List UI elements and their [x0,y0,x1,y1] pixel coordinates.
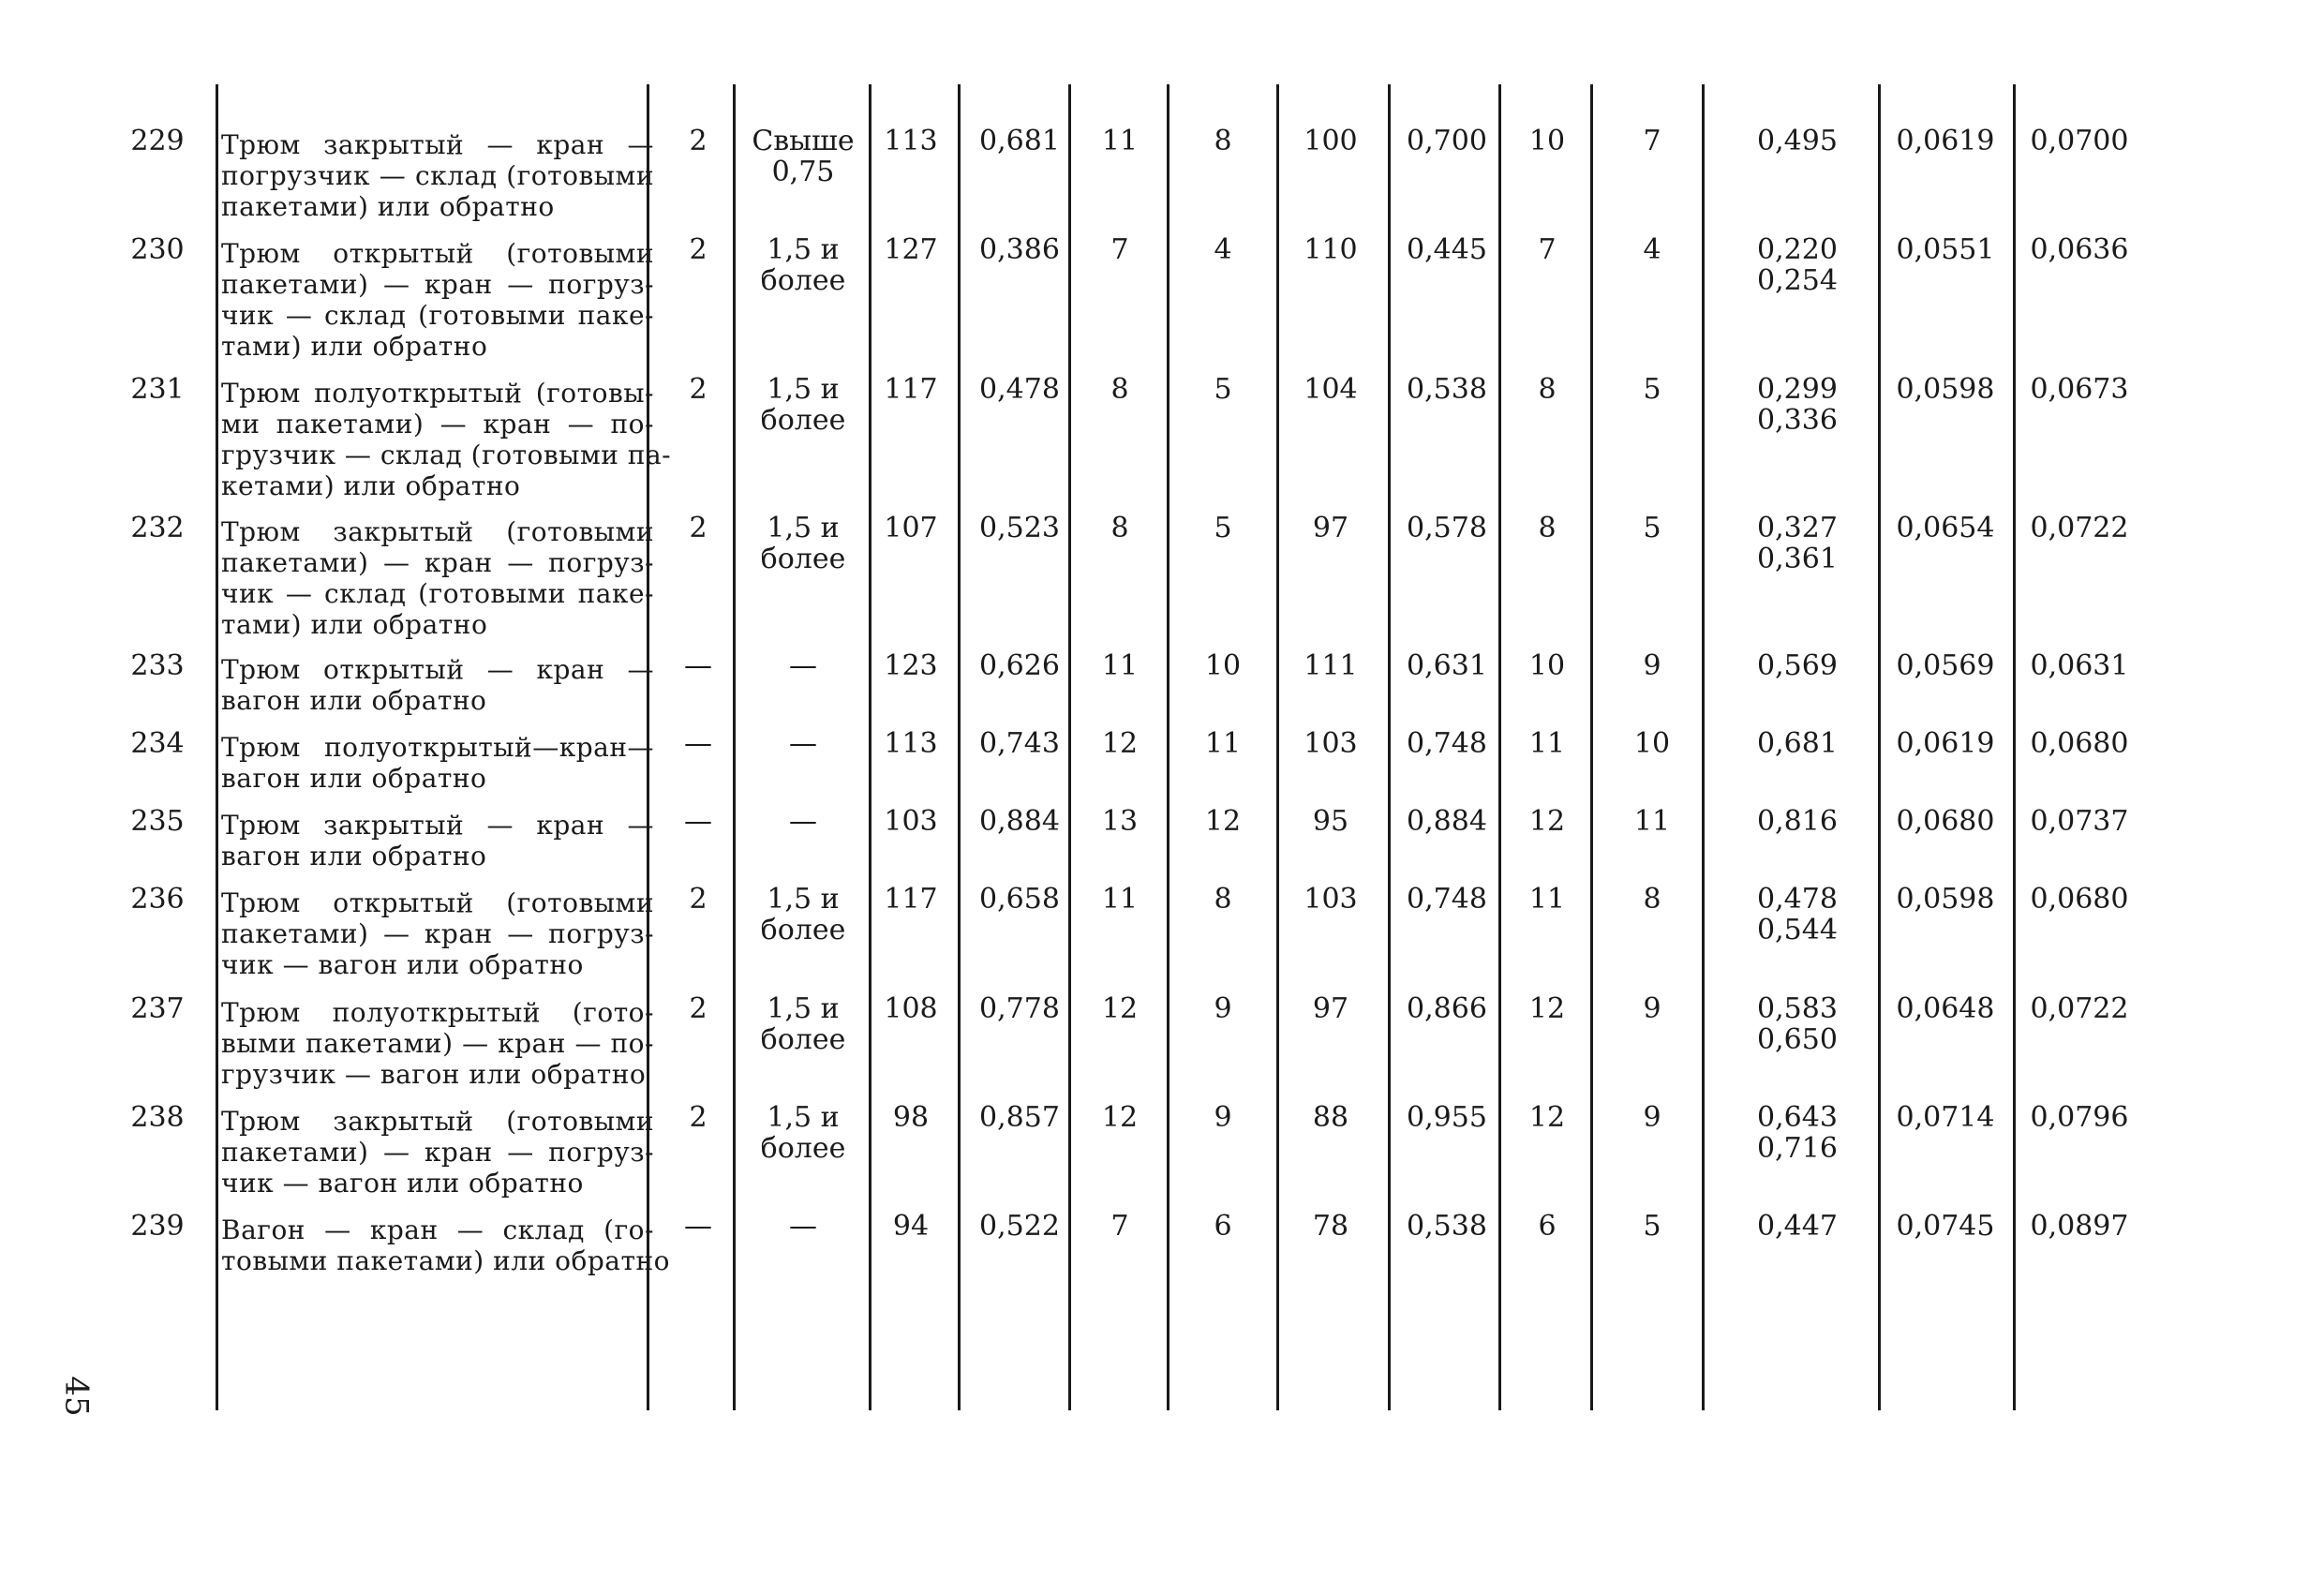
page-number: 45 [57,1376,96,1417]
value-cell-c12: 0,0654 [1896,512,1995,544]
value-line: 1,5 и [767,373,840,406]
value-cell-c5: 11 [1101,649,1139,682]
value-cell-c13: 0,0722 [2030,992,2129,1025]
value-cell-c3: 98 [892,1101,930,1134]
value-cell-c1: — [684,727,712,760]
value-cell-c6: 9 [1214,992,1232,1025]
value-line: 0,327 [1757,512,1838,544]
value-cell-c11 [1718,806,1877,837]
value-cell-c4: 0,778 [979,992,1060,1025]
value-cell-c3: 127 [884,233,938,266]
operation-description [221,238,654,362]
value-line: 1,5 и [767,1101,840,1134]
value-cell-c13: 0,0796 [2030,1101,2129,1134]
operation-description [221,654,654,716]
value-line: 0,650 [1757,1023,1838,1056]
value-cell-c8: 0,884 [1407,805,1487,838]
description-line: грузчик — вагон или обратно [221,1059,647,1090]
value-cell-c13: 0,0737 [2030,805,2129,838]
value-cell-c3: 107 [884,512,938,544]
column-rule [216,84,218,1410]
value-cell-c8: 0,748 [1407,727,1487,760]
value-cell-c10: 5 [1643,373,1661,406]
value-cell-c7: 78 [1312,1210,1349,1243]
value-line: 0,544 [1757,914,1838,946]
value-line: — [789,805,817,838]
value-cell-c6: 9 [1214,1101,1232,1134]
description-line: грузчик — склад (готовыми па- [221,439,672,470]
value-cell-c8: 0,631 [1407,649,1487,682]
column-rule [1167,84,1169,1410]
value-cell-c2 [742,374,864,436]
value-cell-c10: 10 [1633,727,1671,760]
value-cell-c5: 12 [1101,992,1139,1025]
operation-description [221,1106,654,1199]
value-cell-c11 [1718,728,1877,759]
value-cell-c1: 2 [689,883,708,916]
value-cell-c1: — [684,1210,712,1243]
row-number: 236 [130,883,185,916]
value-cell-c6: 6 [1214,1210,1232,1243]
value-line: более [760,543,846,575]
value-cell-c12: 0,0714 [1896,1101,1995,1134]
description-line: ми пакетами) — кран — по- [221,409,654,439]
value-cell-c12: 0,0551 [1896,233,1995,266]
value-cell-c9: 12 [1528,1101,1566,1134]
column-rule [958,84,961,1410]
description-line: Трюм полуоткрытый (гото- [221,997,654,1028]
description-line: Трюм закрытый (готовыми [221,1106,654,1137]
value-cell-c4: 0,681 [979,125,1060,157]
value-line: более [760,1023,846,1056]
description-line: товыми пакетами) или обратно [221,1245,670,1276]
description-line: погрузчик — склад (готовыми [221,160,654,191]
value-cell-c4: 0,743 [979,727,1060,760]
value-line: более [760,914,846,946]
value-line: — [789,1210,817,1243]
value-cell-c2 [742,993,864,1055]
value-cell-c4: 0,522 [979,1210,1060,1243]
value-cell-c3: 94 [892,1210,930,1243]
value-cell-c6: 12 [1204,805,1242,838]
value-cell-c6: 11 [1204,727,1242,760]
value-cell-c1: 2 [689,125,708,157]
value-cell-c9: 10 [1528,125,1566,157]
value-cell-c2 [742,806,864,837]
value-cell-c11 [1718,234,1877,296]
value-cell-c5: 11 [1101,883,1139,916]
value-cell-c13: 0,0680 [2030,727,2129,760]
row-number: 235 [130,805,185,838]
value-cell-c7: 110 [1304,233,1358,266]
value-cell-c4: 0,658 [979,883,1060,916]
operation-description [221,129,654,222]
description-line: кетами) или обратно [221,470,521,501]
value-cell-c9: 8 [1538,512,1557,544]
value-cell-c8: 0,538 [1407,1210,1487,1243]
operation-description [221,378,672,501]
value-cell-c2 [742,513,864,574]
value-cell-c5: 11 [1101,125,1139,157]
value-cell-c3: 108 [884,992,938,1025]
value-cell-c5: 12 [1101,1101,1139,1134]
description-line: чик — склад (готовыми паке- [221,300,654,331]
value-cell-c13: 0,0636 [2030,233,2129,266]
value-cell-c6: 8 [1214,883,1232,916]
value-cell-c13: 0,0673 [2030,373,2129,406]
description-line: чик — вагон или обратно [221,1168,584,1199]
description-line: Трюм закрытый — кран — [221,810,654,841]
value-line: 0,583 [1757,992,1838,1025]
description-line: чик — вагон или обратно [221,949,584,980]
value-cell-c9: 6 [1538,1210,1557,1243]
value-cell-c7: 97 [1312,992,1349,1025]
value-line: 0,336 [1757,404,1838,437]
description-line: пакетами) или обратно [221,191,555,222]
value-cell-c7: 97 [1312,512,1349,544]
value-cell-c10: 11 [1633,805,1671,838]
row-number: 233 [130,649,185,682]
value-cell-c12: 0,0745 [1896,1210,1995,1243]
operation-description [221,997,654,1090]
value-cell-c11 [1718,1211,1877,1242]
value-cell-c12: 0,0619 [1896,727,1995,760]
value-line: 0,643 [1757,1101,1838,1134]
value-cell-c11 [1718,884,1877,946]
value-cell-c9: 8 [1538,373,1557,406]
value-cell-c13: 0,0680 [2030,883,2129,916]
value-cell-c1: 2 [689,233,708,266]
column-rule [1590,84,1593,1410]
value-cell-c10: 9 [1643,1101,1661,1134]
value-cell-c6: 4 [1214,233,1232,266]
value-cell-c13: 0,0700 [2030,125,2129,157]
description-line: Трюм полуоткрытый—кран— [221,732,654,763]
value-cell-c3: 113 [884,727,938,760]
description-line: тами) или обратно [221,331,488,362]
value-cell-c8: 0,538 [1407,373,1487,406]
description-line: вагон или обратно [221,763,487,794]
value-cell-c10: 8 [1643,883,1661,916]
value-cell-c3: 117 [884,373,938,406]
value-cell-c9: 12 [1528,992,1566,1025]
value-cell-c10: 7 [1643,125,1661,157]
row-number: 230 [130,233,185,266]
value-cell-c13: 0,0631 [2030,649,2129,682]
value-cell-c4: 0,386 [979,233,1060,266]
value-cell-c9: 7 [1538,233,1557,266]
value-cell-c7: 111 [1304,649,1358,682]
value-cell-c10: 4 [1643,233,1661,266]
value-cell-c3: 117 [884,883,938,916]
value-cell-c5: 13 [1101,805,1139,838]
operation-description [221,810,654,871]
value-line: 1,5 и [767,233,840,266]
value-cell-c4: 0,523 [979,512,1060,544]
value-cell-c7: 95 [1312,805,1349,838]
value-cell-c12: 0,0648 [1896,992,1995,1025]
value-cell-c5: 7 [1110,1210,1129,1243]
description-line: пакетами) — кран — погруз- [221,269,654,300]
value-cell-c12: 0,0680 [1896,805,1995,838]
value-cell-c7: 104 [1304,373,1358,406]
value-cell-c2 [742,234,864,296]
value-cell-c3: 113 [884,125,938,157]
value-line: Свыше [752,125,855,157]
value-cell-c5: 8 [1110,512,1129,544]
value-line: 0,495 [1757,125,1838,157]
value-cell-c11 [1718,993,1877,1055]
value-cell-c6: 10 [1204,649,1242,682]
description-line: пакетами) — кран — погруз- [221,547,654,578]
value-line: 0,361 [1757,543,1838,575]
value-cell-c1: 2 [689,512,708,544]
value-cell-c8: 0,445 [1407,233,1487,266]
operation-description [221,732,654,794]
row-number: 234 [130,727,185,760]
value-cell-c12: 0,0569 [1896,649,1995,682]
value-line: 0,220 [1757,233,1838,266]
value-cell-c13: 0,0897 [2030,1210,2129,1243]
value-line: 1,5 и [767,512,840,544]
value-cell-c4: 0,857 [979,1101,1060,1134]
value-cell-c11 [1718,126,1877,156]
description-line: Трюм закрытый (готовыми [221,516,654,547]
operation-description [221,887,654,980]
value-line: 0,447 [1757,1210,1838,1243]
value-cell-c7: 103 [1304,883,1358,916]
value-cell-c12: 0,0619 [1896,125,1995,157]
value-cell-c12: 0,0598 [1896,883,1995,916]
value-cell-c1: — [684,649,712,682]
value-cell-c9: 11 [1528,727,1566,760]
value-line: 0,569 [1757,649,1838,682]
description-line: Вагон — кран — склад (го- [221,1214,654,1245]
value-line: более [760,264,846,297]
value-cell-c10: 5 [1643,512,1661,544]
description-line: Трюм полуоткрытый (готовы- [221,378,654,409]
value-cell-c1: 2 [689,992,708,1025]
operation-description [221,516,654,640]
description-line: Трюм открытый (готовыми [221,238,654,269]
operation-description [221,1214,670,1276]
value-cell-c4: 0,626 [979,649,1060,682]
value-cell-c1: 2 [689,373,708,406]
description-line: пакетами) — кран — погруз- [221,1137,654,1168]
row-number: 238 [130,1101,185,1134]
value-cell-c4: 0,478 [979,373,1060,406]
value-cell-c11 [1718,1102,1877,1164]
value-cell-c4: 0,884 [979,805,1060,838]
value-cell-c5: 12 [1101,727,1139,760]
value-cell-c2 [742,1211,864,1242]
value-cell-c2 [742,650,864,681]
description-line: Трюм закрытый — кран — [221,129,654,160]
value-cell-c8: 0,866 [1407,992,1487,1025]
row-number: 237 [130,992,185,1025]
value-cell-c7: 100 [1304,125,1358,157]
description-line: тами) или обратно [221,609,488,640]
value-cell-c2 [742,884,864,946]
value-line: 0,816 [1757,805,1838,838]
description-line: Трюм открытый (готовыми [221,887,654,918]
value-cell-c6: 8 [1214,125,1232,157]
value-line: 0,299 [1757,373,1838,406]
value-cell-c11 [1718,650,1877,681]
value-cell-c10: 9 [1643,992,1661,1025]
value-cell-c8: 0,748 [1407,883,1487,916]
description-line: выми пакетами) — кран — по- [221,1028,654,1059]
description-line: вагон или обратно [221,685,487,716]
value-cell-c1: — [684,805,712,838]
value-line: — [789,649,817,682]
column-rule [1498,84,1501,1410]
value-cell-c12: 0,0598 [1896,373,1995,406]
value-cell-c5: 8 [1110,373,1129,406]
description-line: чик — склад (готовыми паке- [221,578,654,609]
value-cell-c3: 103 [884,805,938,838]
description-line: пакетами) — кран — погруз- [221,918,654,949]
column-rule [1388,84,1391,1410]
value-line: — [789,727,817,760]
value-line: более [760,404,846,437]
row-number: 239 [130,1210,185,1243]
value-cell-c10: 5 [1643,1210,1661,1243]
value-cell-c9: 10 [1528,649,1566,682]
value-cell-c11 [1718,513,1877,574]
value-cell-c2 [742,126,864,187]
value-cell-c9: 11 [1528,883,1566,916]
value-line: 0,716 [1757,1132,1838,1165]
value-cell-c5: 7 [1110,233,1129,266]
value-cell-c9: 12 [1528,805,1566,838]
value-cell-c7: 103 [1304,727,1358,760]
value-cell-c8: 0,700 [1407,125,1487,157]
value-line: 0,75 [771,156,835,188]
value-cell-c8: 0,578 [1407,512,1487,544]
value-cell-c6: 5 [1214,512,1232,544]
value-line: 1,5 и [767,883,840,916]
value-line: 0,254 [1757,264,1838,297]
value-cell-c2 [742,728,864,759]
row-number: 231 [130,373,185,406]
value-cell-c1: 2 [689,1101,708,1134]
value-line: 1,5 и [767,992,840,1025]
row-number: 229 [130,125,185,157]
value-cell-c6: 5 [1214,373,1232,406]
description-line: Трюм открытый — кран — [221,654,654,685]
value-cell-c7: 88 [1312,1101,1349,1134]
value-cell-c10: 9 [1643,649,1661,682]
description-line: вагон или обратно [221,841,487,871]
value-cell-c11 [1718,374,1877,436]
value-line: 0,681 [1757,727,1838,760]
value-cell-c3: 123 [884,649,938,682]
value-cell-c8: 0,955 [1407,1101,1487,1134]
value-cell-c13: 0,0722 [2030,512,2129,544]
value-cell-c2 [742,1102,864,1164]
value-line: 0,478 [1757,883,1838,916]
value-line: более [760,1132,846,1165]
row-number: 232 [130,512,185,544]
